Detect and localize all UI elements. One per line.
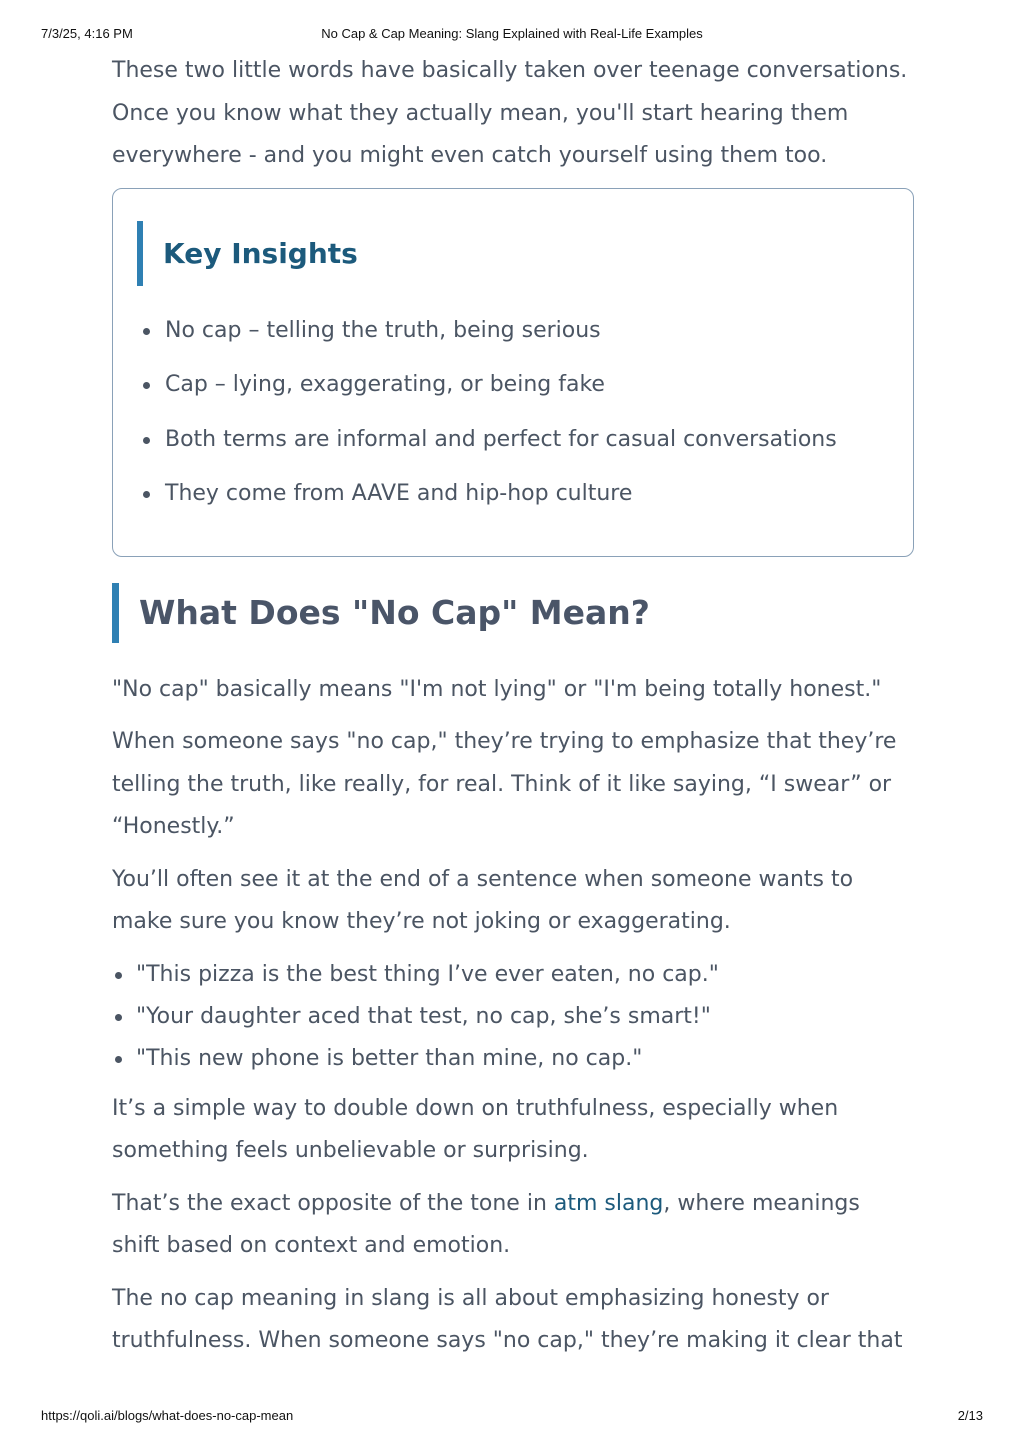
- paragraph: You’ll often see it at the end of a sentence when someone wants to make sure you know they’re not joking or exaggerating.: [112, 866, 854, 934]
- intro-paragraph: These two little words have basically taken over teenage conversations. Once you know what they actually mean, you'll start hearing them everywhere - and you might even catch yourself using them too.: [112, 58, 908, 168]
- key-insight-item: Cap – lying, exaggerating, or being fake: [141, 358, 889, 413]
- print-url: https://qoli.ai/blogs/what-does-no-cap-mean: [41, 1408, 294, 1423]
- key-insights-box: [112, 188, 914, 557]
- key-insight-item: Both terms are informal and perfect for casual conversations: [141, 413, 889, 468]
- print-page-title: No Cap & Cap Meaning: Slang Explained with Real-Life Examples: [321, 26, 703, 41]
- atm-slang-link[interactable]: atm slang: [553, 1190, 664, 1216]
- paragraph: When someone says "no cap," they’re trying to emphasize that they’re telling the truth, like really, for real. Think of it like saying, “I swear” or “Honestly.”: [112, 729, 897, 839]
- section-title: What Does "No Cap" Mean?: [139, 593, 650, 632]
- article-content: [112, 50, 912, 1373]
- key-insight-item: They come from AAVE and hip-hop culture: [141, 467, 889, 522]
- key-insights-title: Key Insights: [163, 236, 358, 270]
- example-item: "This new phone is better than mine, no cap.": [112, 1038, 912, 1080]
- key-insight-item: No cap – telling the truth, being serious: [141, 304, 889, 359]
- paragraph: It’s a simple way to double down on truthfulness, especially when something feels unbelievable or surprising.: [112, 1095, 839, 1163]
- print-datetime: 7/3/25, 4:16 PM: [41, 26, 133, 41]
- page-number: 2/13: [957, 1408, 983, 1423]
- paragraph: "No cap" basically means "I'm not lying" or "I'm being totally honest.": [112, 676, 882, 702]
- key-insights-list: [137, 304, 889, 522]
- example-item: "This pizza is the best thing I’ve ever eaten, no cap.": [112, 954, 912, 996]
- paragraph: The no cap meaning in slang is all about emphasizing honesty or truthfulness. When someone says "no cap," they’re making it clear that: [112, 1285, 903, 1353]
- paragraph-with-link: [112, 1183, 912, 1268]
- paragraph-text: That’s the exact opposite of the tone in: [112, 1190, 554, 1216]
- example-item: "Your daughter aced that test, no cap, she’s smart!": [112, 996, 912, 1038]
- key-insights-header: [137, 221, 889, 286]
- example-list: [112, 954, 912, 1080]
- section-heading: [112, 583, 912, 643]
- paragraph-text: , where meanings shift based on context and emotion.: [112, 1190, 860, 1258]
